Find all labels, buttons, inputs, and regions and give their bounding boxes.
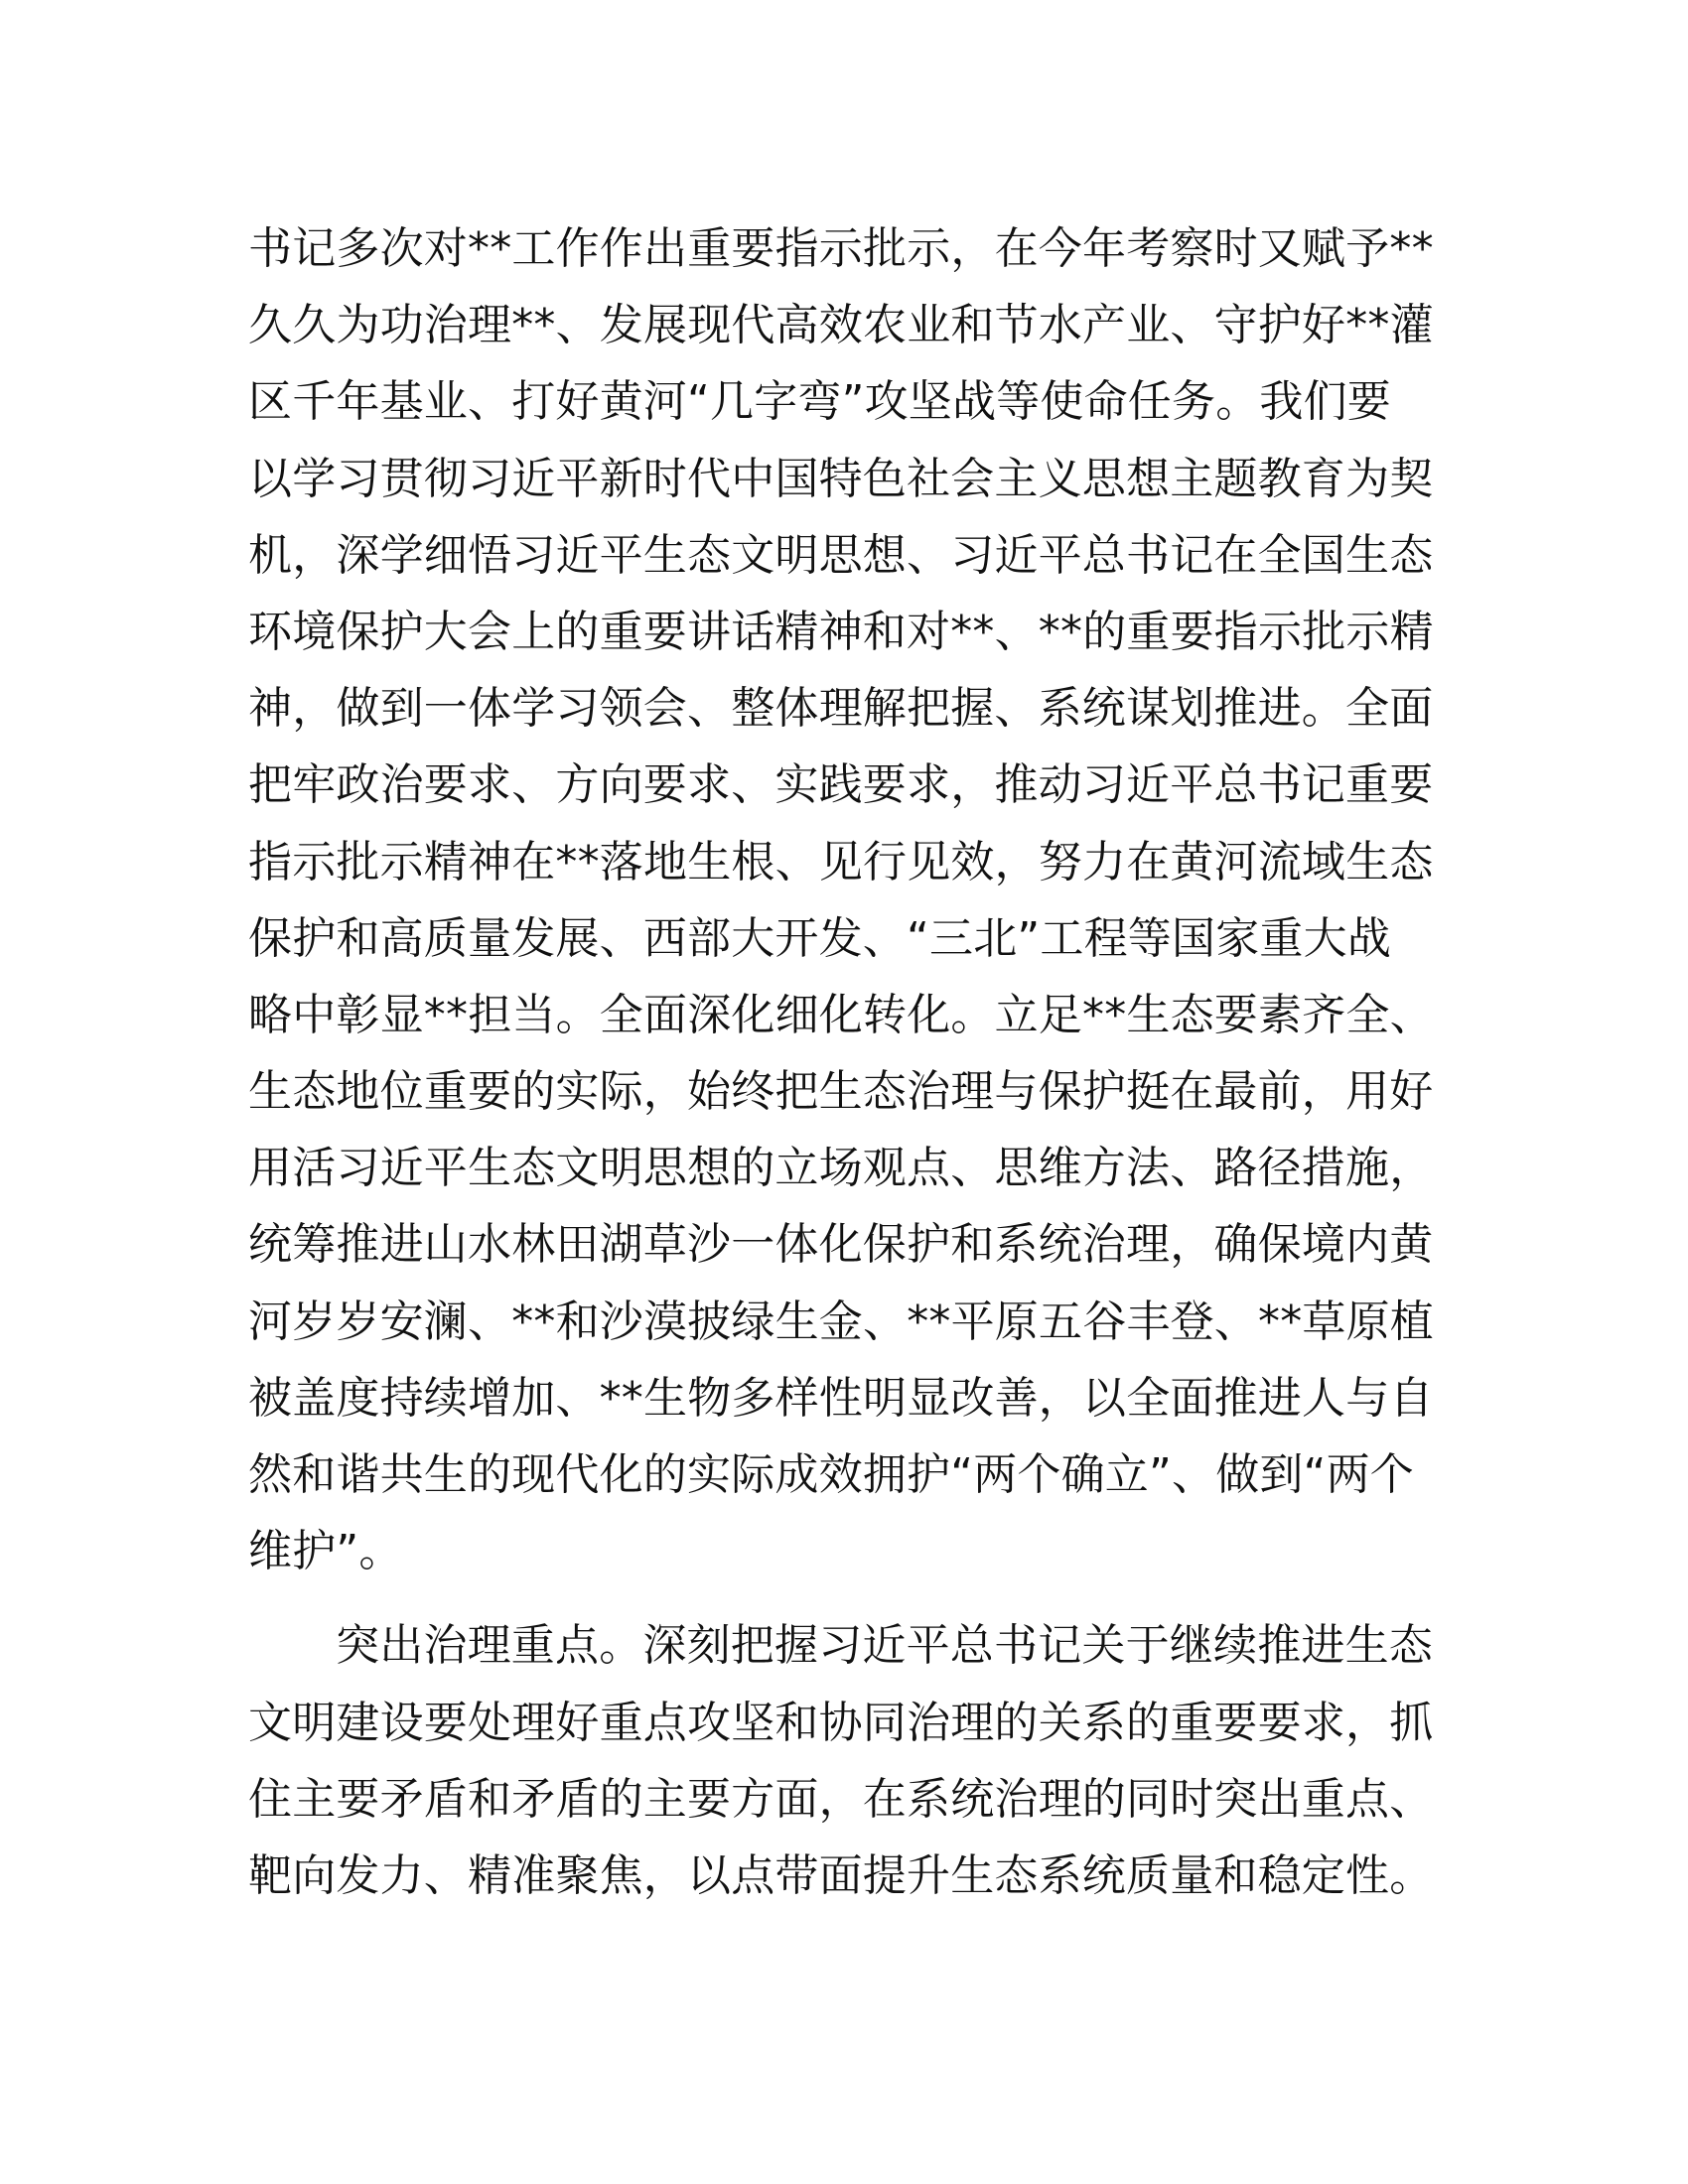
text-line: 略中彰显**担当。全面深化细化转化。立足**生态要素齐全、 xyxy=(248,989,1434,1040)
text-line: 指示批示精神在**落地生根、见行见效，努力在黄河流域生态 xyxy=(248,836,1434,887)
text-line: 生态地位重要的实际，始终把生态治理与保护挺在最前，用好 xyxy=(248,1066,1434,1118)
text-line: 住主要矛盾和矛盾的主要方面，在系统治理的同时突出重点、 xyxy=(248,1773,1434,1825)
text-line: 书记多次对**工作作出重要指示批示，在今年考察时又赋予** xyxy=(248,223,1434,274)
document-body xyxy=(248,210,1440,1914)
text-line: 环境保护大会上的重要讲话精神和对**、**的重要指示批示精 xyxy=(248,606,1434,657)
text-line: 统筹推进山水林田湖草沙一体化保护和系统治理，确保境内黄 xyxy=(248,1219,1434,1271)
text-line: 用活习近平生态文明思想的立场观点、思维方法、路径措施， xyxy=(248,1143,1434,1194)
text-line: 区千年基业、打好黄河“几字弯”攻坚战等使命任务。我们要 xyxy=(248,376,1391,428)
paragraph-1 xyxy=(248,210,1440,1589)
text-line: 文明建设要处理好重点攻坚和协同治理的关系的重要要求，抓 xyxy=(248,1697,1434,1748)
text-line: 久久为功治理**、发展现代高效农业和节水产业、守护好**灌 xyxy=(248,300,1434,351)
text-line: 保护和高质量发展、西部大开发、“三北”工程等国家重大战 xyxy=(248,912,1391,964)
text-line: 神，做到一体学习领会、整体理解把握、系统谋划推进。全面 xyxy=(248,683,1434,735)
text-line: 靶向发力、精准聚焦，以点带面提升生态系统质量和稳定性。 xyxy=(248,1849,1434,1901)
paragraph-2 xyxy=(248,1607,1440,1914)
text-line: 突出治理重点。深刻把握习近平总书记关于继续推进生态 xyxy=(336,1620,1433,1672)
text-line: 维护”。 xyxy=(248,1526,403,1577)
text-line: 以学习贯彻习近平新时代中国特色社会主义思想主题教育为契 xyxy=(248,453,1434,504)
text-line: 然和谐共生的现代化的实际成效拥护“两个确立”、做到“两个 xyxy=(248,1449,1414,1500)
text-line: 机，深学细悟习近平生态文明思想、习近平总书记在全国生态 xyxy=(248,529,1434,581)
text-line: 被盖度持续增加、**生物多样性明显改善，以全面推进人与自 xyxy=(248,1372,1434,1424)
text-line: 河岁岁安澜、**和沙漠披绿生金、**平原五谷丰登、**草原植 xyxy=(248,1296,1434,1347)
paragraph-spacer xyxy=(248,1589,1440,1607)
text-line: 把牢政治要求、方向要求、实践要求，推动习近平总书记重要 xyxy=(248,759,1434,811)
